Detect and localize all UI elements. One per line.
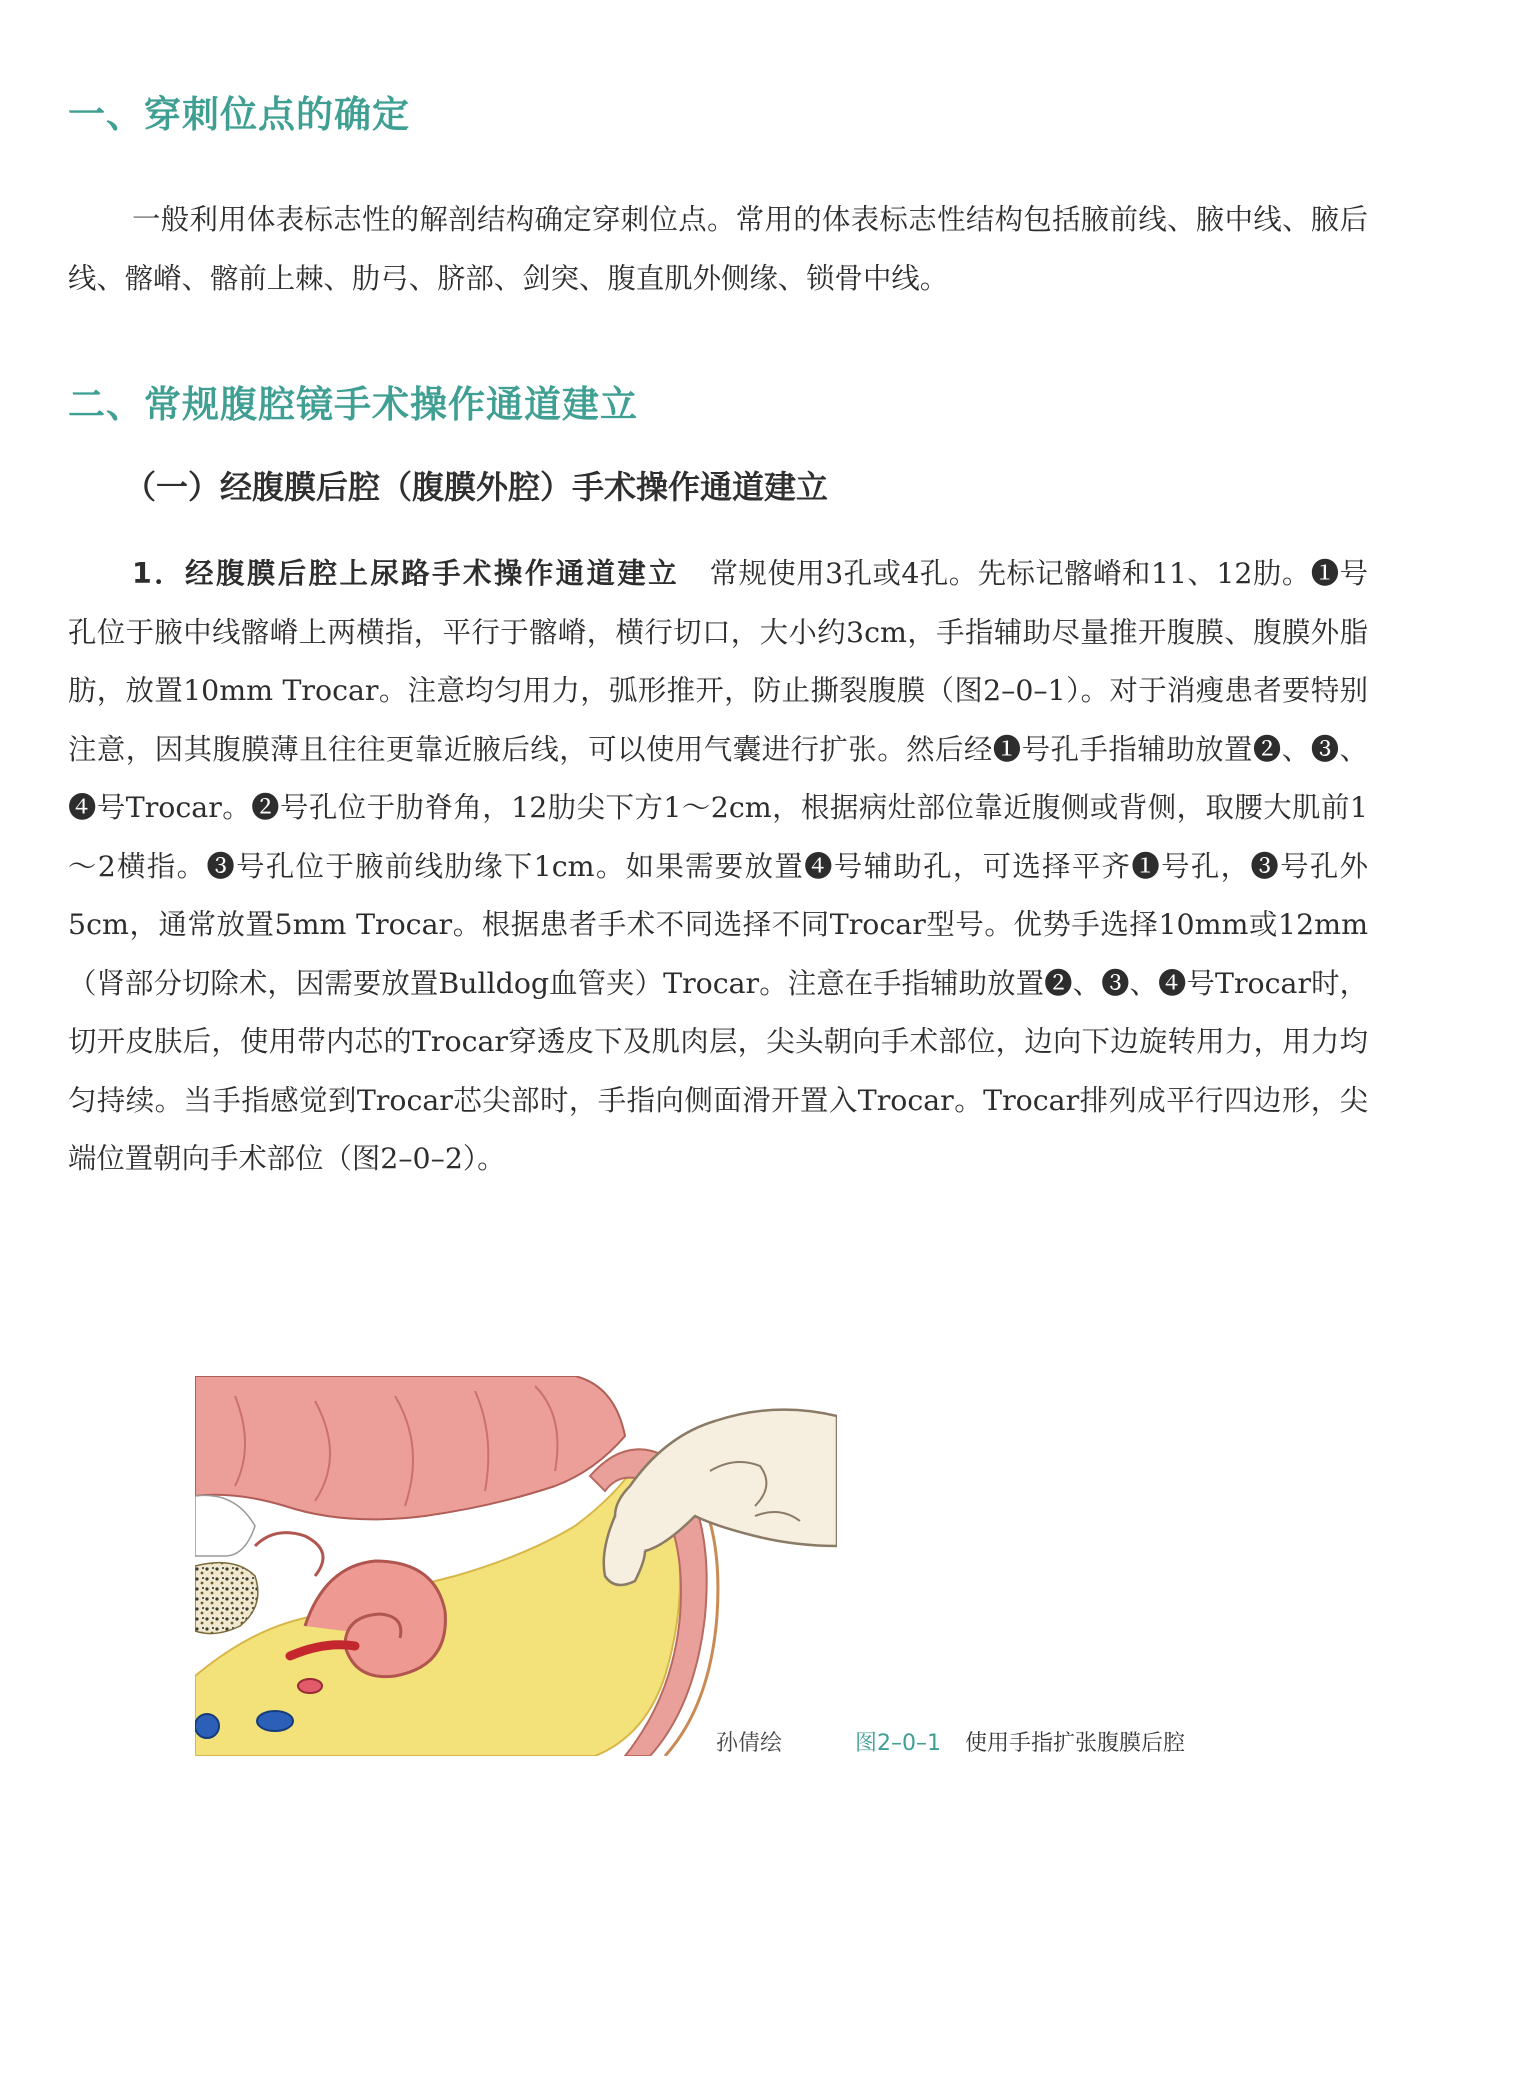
retroperitoneum-finger-dilation-drawing	[195, 1376, 837, 1756]
section-heading-2: 二、常规腹腔镜手术操作通道建立	[68, 382, 638, 426]
anatomical-illustration	[195, 1376, 837, 1756]
figure-caption	[855, 1726, 1185, 1757]
item-label: 1．经腹膜后腔上尿路手术操作通道建立	[132, 557, 680, 590]
section-heading-1: 一、穿刺位点的确定	[68, 92, 410, 136]
subsection-heading: （一）经腹膜后腔（腹膜外腔）手术操作通道建立	[124, 468, 829, 506]
item-body: 常规使用3孔或4孔。先标记髂嵴和11、12肋。❶号孔位于腋中线髂嵴上两横指，平行于髂嵴，横行切口，大小约3cm，手指辅助尽量推开腹膜、腹膜外脂肪，放置10mm Trocar。注意均匀用力，弧形推开，防止撕裂腹膜（图2–0–1）。对于消瘦患者要特别注意，因其腹膜薄且往往更靠近腋后线，可以使用气囊进行扩张。然后经❶号孔手指辅助放置❷、❸、❹号Trocar。❷号孔位于肋脊角，12肋尖下方1～2cm，根据病灶部位靠近腹侧或背侧，取腰大肌前1～2横指。❸号孔位于腋前线肋缘下1cm。如果需要放置❹号辅助孔，可选择平齐❶号孔，❸号孔外5cm，通常放置5mm Trocar。根据患者手术不同选择不同Trocar型号。优势手选择10mm或12mm（肾部分切除术，因需要放置Bulldog血管夹）Trocar。注意在手指辅助放置❷、❸、❹号Trocar时，切开皮肤后，使用带内芯的Trocar穿透皮下及肌肉层，尖头朝向手术部位，边向下边旋转用力，用力均匀持续。当手指感觉到Trocar芯尖部时，手指向侧面滑开置入Trocar。Trocar排列成平行四边形，尖端位置朝向手术部位（图2–0–2）。	[68, 557, 1368, 1175]
figure-caption-text: 使用手指扩张腹膜后腔	[965, 1731, 1186, 1756]
paragraph-puncture-sites: 一般利用体表标志性的解剖结构确定穿刺位点。常用的体表标志性结构包括腋前线、腋中线、腋后线、髂嵴、髂前上棘、肋弓、脐部、剑突、腹直肌外侧缘、锁骨中线。	[68, 203, 1368, 295]
figure-credit: 孙倩绘	[716, 1731, 783, 1756]
paragraph-trocar-setup	[68, 545, 1368, 1189]
figure-number: 图2–0–1	[855, 1731, 941, 1756]
